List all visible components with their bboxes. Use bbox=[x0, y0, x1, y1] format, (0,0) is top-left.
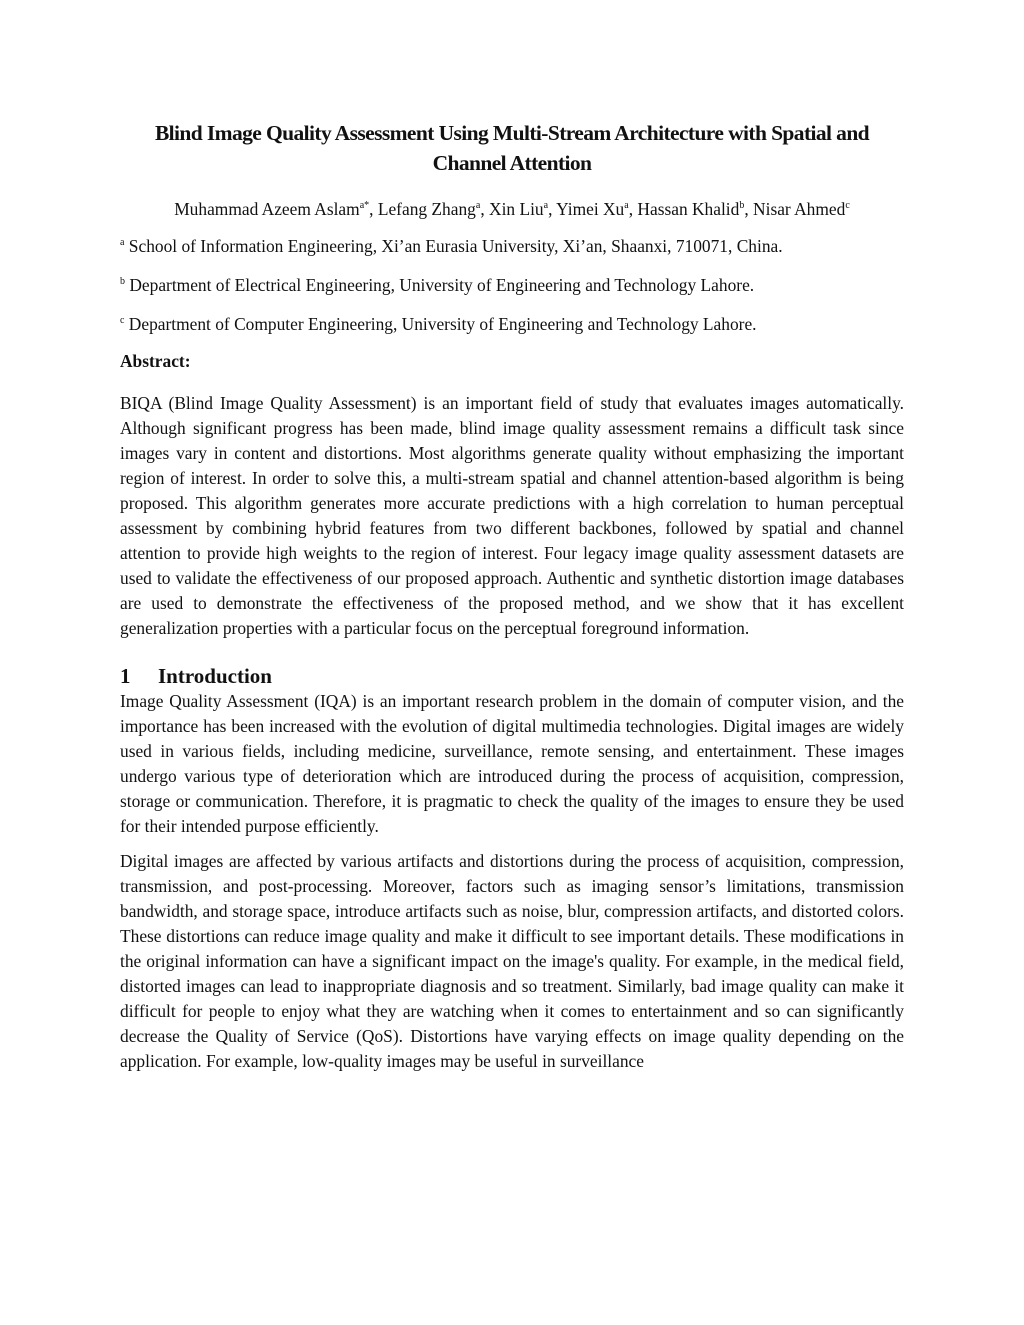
section-number: 1 bbox=[120, 664, 131, 688]
author-list bbox=[120, 198, 904, 221]
affiliation-mark: b bbox=[120, 276, 125, 288]
author: Hassan Khalid$^b$, bbox=[637, 199, 754, 219]
paper-page bbox=[120, 118, 904, 1074]
body-paragraph: Image Quality Assessment (IQA) is an important research problem in the domain of computer vision, and the importance has been increased with the evolution of digital multimedia technologies. Digital images are widely used in various fields, including medicine, surveillance, remote sensing, and entertainment. These images undergo various type of deterioration which are introduced during the process of acquisition, compression, storage or communication. Therefore, it is pragmatic to check the quality of the images to ensure they be used for their intended purpose efficiently. bbox=[120, 691, 904, 836]
abstract-body: BIQA (Blind Image Quality Assessment) is an important field of study that evaluates images automatically. Although significant progress has been made, blind image quality assessment remains a difficult task since images vary in content and distortions. Most algorithms generate quality without emphasizing the important region of interest. In order to solve this, a multi-stream spatial and channel attention-based algorithm is being proposed. This algorithm generates more accurate predictions with a high correlation to human perceptual assessment by combining hybrid features from two different backbones, followed by spatial and channel attention to provide high weights to the region of interest. Four legacy image quality assessment datasets are used to validate the effectiveness of our proposed approach. Authentic and synthetic distortion image databases are used to demonstrate the effectiveness of the proposed method, and we show that it has excellent generalization properties with a particular focus on the perceptual foreground information. bbox=[120, 393, 904, 638]
author: Muhammad Azeem Aslam$^{a*}$, bbox=[174, 199, 378, 219]
affiliation-mark: a bbox=[120, 237, 125, 249]
affiliation-b: $^b$ Department of Electrical Engineering, University of Engineering and Technology Lahore. bbox=[120, 275, 755, 295]
body-paragraph: Digital images are affected by various artifacts and distortions during the process of acquisition, compression, transmission, and post-processing. Moreover, factors such as imaging sensor’s limitations, transmission bandwidth, and storage space, introduce artifacts such as noise, blur, compression artifacts, and distorted colors. These distortions can reduce image quality and make it difficult to see important details. These modifications in the original information can have a significant impact on the image's quality. For example, in the medical field, distorted images can lead to inappropriate diagnosis and so treatment. Similarly, bad image quality can make it difficult for people to enjoy what they are watching when it comes to entertainment and so can significantly decrease the Quality of Service (QoS). Distortions have varying effects on image quality depending on the application. For example, low-quality images may be useful in surveillance bbox=[120, 851, 904, 1071]
section-title: Introduction bbox=[158, 664, 272, 688]
section-heading bbox=[120, 663, 904, 689]
affiliation-c: $^c$ Department of Computer Engineering, University of Engineering and Technology Lahore. bbox=[120, 314, 757, 334]
abstract-heading: Abstract: bbox=[120, 351, 191, 371]
author: Xin Liu$^a$, bbox=[489, 199, 557, 219]
affiliation-mark: c bbox=[120, 315, 125, 327]
affiliation-a: $^a$ School of Information Engineering, Xi’an Eurasia University, Xi’an, Shaanxi, 710071, China. bbox=[120, 236, 783, 256]
author: Nisar Ahmed$^c$ bbox=[753, 199, 850, 219]
author-affiliation-mark: c bbox=[845, 200, 850, 212]
author-affiliation-mark: a bbox=[624, 200, 629, 212]
author: Lefang Zhang$^a$, bbox=[377, 199, 490, 219]
author-affiliation-mark: a bbox=[543, 200, 549, 212]
author-affiliation-mark: b bbox=[739, 200, 745, 212]
author: Yimei Xu$^a$, bbox=[556, 199, 638, 219]
author-affiliation-mark: a* bbox=[359, 200, 370, 212]
author-affiliation-mark: a bbox=[475, 200, 481, 212]
paper-title: Blind Image Quality Assessment Using Multi-Stream Architecture with Spatial and Channel Attention bbox=[154, 121, 870, 175]
